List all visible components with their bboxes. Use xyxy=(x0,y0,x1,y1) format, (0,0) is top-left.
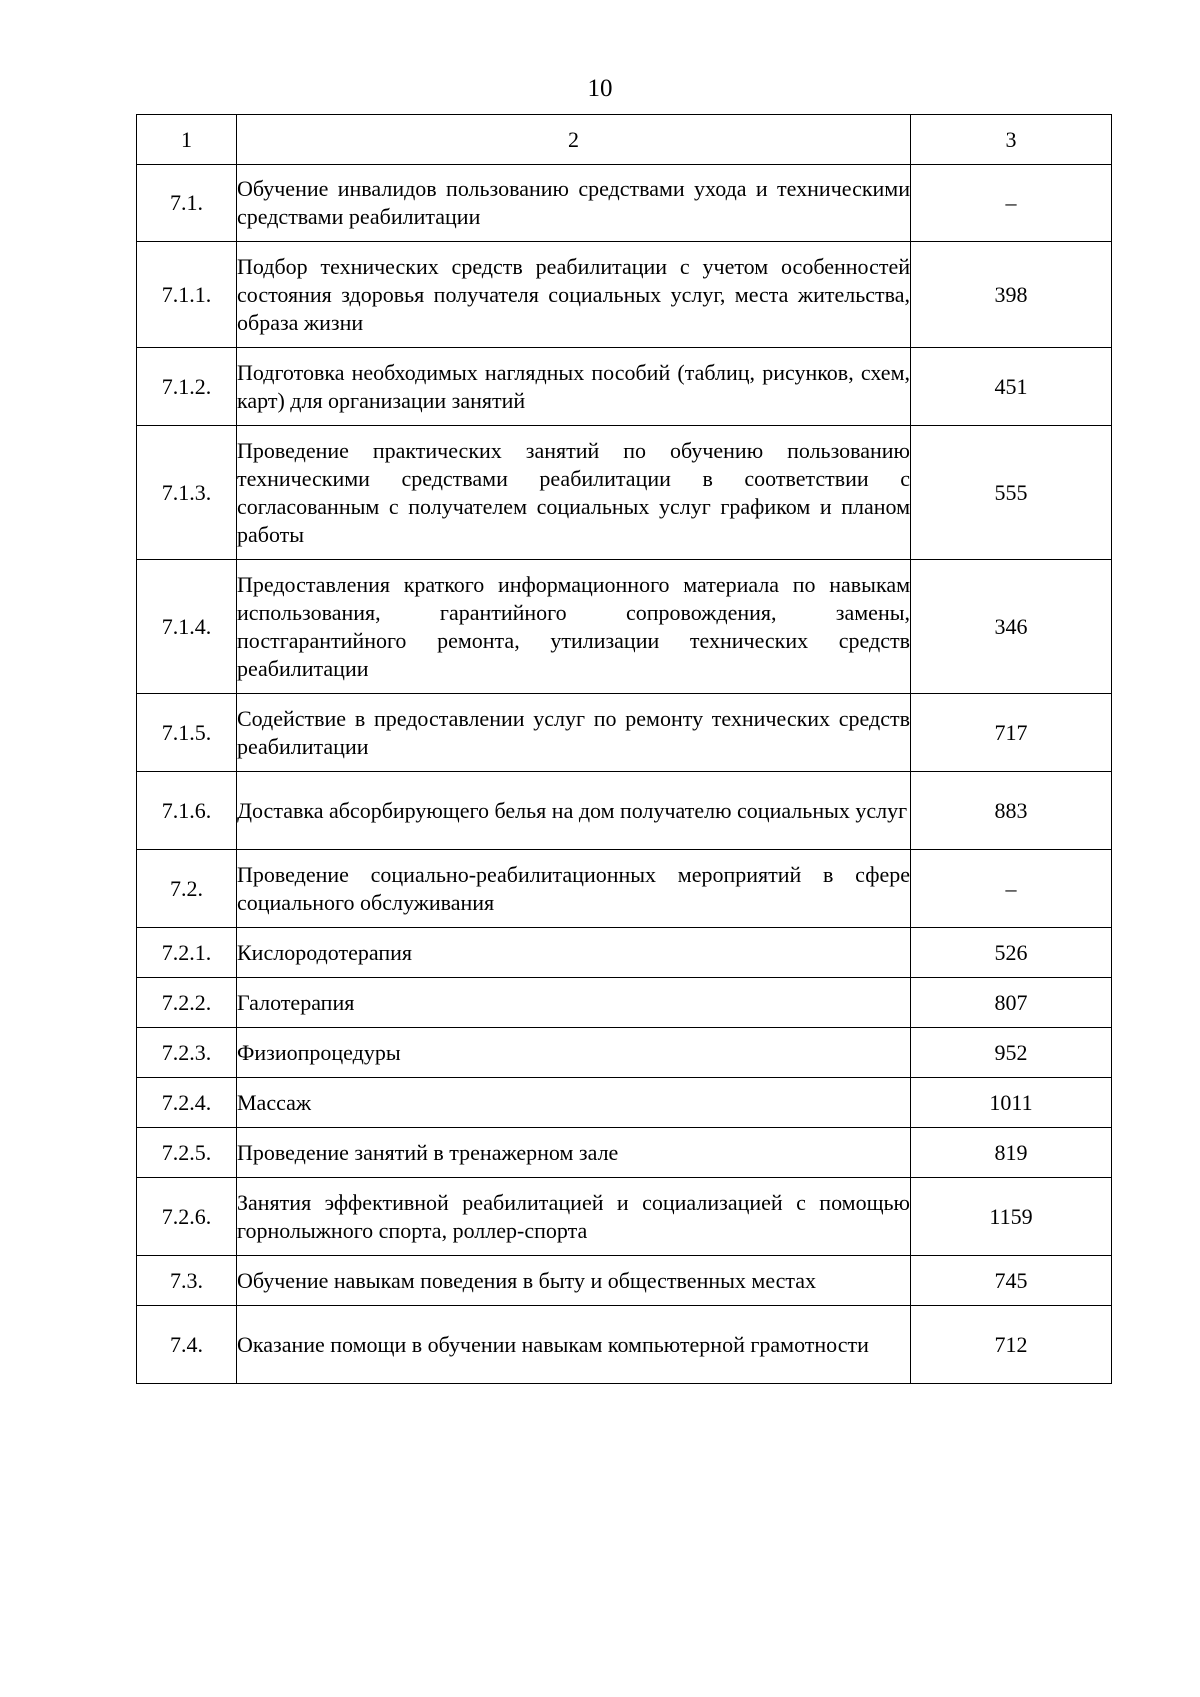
row-description: Проведение практических занятий по обучению пользованию техническими средствами реабилитации в соответствии с согласованным с получателем социальных услуг графиком и планом работы xyxy=(237,426,911,560)
table-row xyxy=(137,242,1112,348)
services-table xyxy=(136,114,1112,1384)
row-description: Проведение социально-реабилитационных мероприятий в сфере социального обслуживания xyxy=(237,850,911,928)
table-row xyxy=(137,850,1112,928)
row-number: 7.1.2. xyxy=(137,348,237,426)
row-number: 7.1. xyxy=(137,165,237,242)
row-number: 7.3. xyxy=(137,1256,237,1306)
row-description: Обучение навыкам поведения в быту и общественных местах xyxy=(237,1256,911,1306)
row-number: 7.1.6. xyxy=(137,772,237,850)
row-description: Массаж xyxy=(237,1078,911,1128)
row-description: Доставка абсорбирующего белья на дом получателю социальных услуг xyxy=(237,772,911,850)
row-description: Физиопроцедуры xyxy=(237,1028,911,1078)
row-value: 712 xyxy=(911,1306,1112,1384)
row-description: Обучение инвалидов пользованию средствами ухода и техническими средствами реабилитации xyxy=(237,165,911,242)
table-row xyxy=(137,165,1112,242)
header-cell-1: 1 xyxy=(137,115,237,165)
row-value: 745 xyxy=(911,1256,1112,1306)
row-description: Содействие в предоставлении услуг по ремонту технических средств реабилитации xyxy=(237,694,911,772)
row-number: 7.4. xyxy=(137,1306,237,1384)
row-number: 7.1.5. xyxy=(137,694,237,772)
row-value: 526 xyxy=(911,928,1112,978)
row-description: Оказание помощи в обучении навыкам компьютерной грамотности xyxy=(237,1306,911,1384)
row-value: 555 xyxy=(911,426,1112,560)
row-description: Занятия эффективной реабилитацией и социализацией с помощью горнолыжного спорта, роллер-спорта xyxy=(237,1178,911,1256)
row-description: Подбор технических средств реабилитации с учетом особенностей состояния здоровья получателя социальных услуг, места жительства, образа жизни xyxy=(237,242,911,348)
row-value: 1011 xyxy=(911,1078,1112,1128)
row-description: Проведение занятий в тренажерном зале xyxy=(237,1128,911,1178)
row-number: 7.2.6. xyxy=(137,1178,237,1256)
table-row xyxy=(137,426,1112,560)
table-row xyxy=(137,772,1112,850)
row-value: 952 xyxy=(911,1028,1112,1078)
table-row xyxy=(137,1306,1112,1384)
row-value: – xyxy=(911,850,1112,928)
table-row xyxy=(137,560,1112,694)
row-value: 883 xyxy=(911,772,1112,850)
table-row xyxy=(137,348,1112,426)
table-row xyxy=(137,1028,1112,1078)
page-number: 10 xyxy=(587,75,613,102)
table-row xyxy=(137,928,1112,978)
row-value: 819 xyxy=(911,1128,1112,1178)
row-value: 1159 xyxy=(911,1178,1112,1256)
row-number: 7.1.3. xyxy=(137,426,237,560)
row-value: 346 xyxy=(911,560,1112,694)
table-row xyxy=(137,694,1112,772)
header-cell-3: 3 xyxy=(911,115,1112,165)
row-value: 717 xyxy=(911,694,1112,772)
row-description: Кислородотерапия xyxy=(237,928,911,978)
row-number: 7.1.4. xyxy=(137,560,237,694)
row-description: Предоставления краткого информационного материала по навыкам использования, гарантийного сопровождения, замены, постгарантийного ремонта, утилизации технических средств реабилитации xyxy=(237,560,911,694)
row-number: 7.2.1. xyxy=(137,928,237,978)
row-description: Галотерапия xyxy=(237,978,911,1028)
row-number: 7.2. xyxy=(137,850,237,928)
table-row xyxy=(137,1078,1112,1128)
row-number: 7.2.4. xyxy=(137,1078,237,1128)
row-number: 7.2.2. xyxy=(137,978,237,1028)
row-value: 451 xyxy=(911,348,1112,426)
row-value: 807 xyxy=(911,978,1112,1028)
table-row xyxy=(137,978,1112,1028)
header-cell-2: 2 xyxy=(237,115,911,165)
row-number: 7.2.5. xyxy=(137,1128,237,1178)
row-value: 398 xyxy=(911,242,1112,348)
table-header-row xyxy=(137,115,1112,165)
row-number: 7.1.1. xyxy=(137,242,237,348)
row-value: – xyxy=(911,165,1112,242)
table-row xyxy=(137,1178,1112,1256)
row-number: 7.2.3. xyxy=(137,1028,237,1078)
table-row xyxy=(137,1256,1112,1306)
table-row xyxy=(137,1128,1112,1178)
row-description: Подготовка необходимых наглядных пособий (таблиц, рисунков, схем, карт) для организации занятий xyxy=(237,348,911,426)
